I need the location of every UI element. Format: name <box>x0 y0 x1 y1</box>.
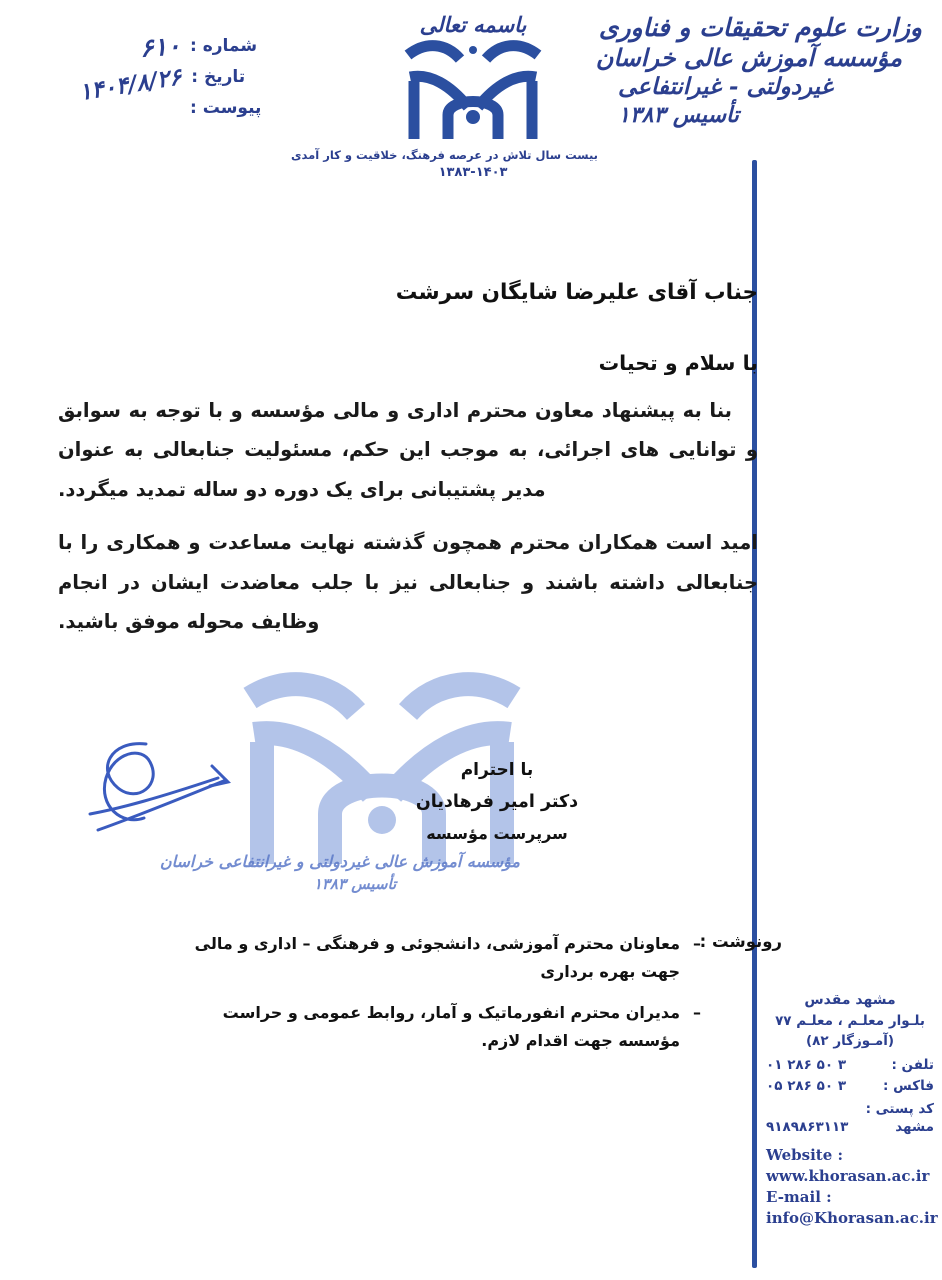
ministry-name: وزارت علوم تحقیقات و فناوری <box>598 13 922 42</box>
footer-fax-row <box>766 1078 934 1094</box>
cc-list <box>170 930 782 1054</box>
footer-contact-block <box>766 992 938 1229</box>
letter-meta-block <box>78 30 268 123</box>
footer-phone-value: ۳ ۵۰ ۲۸۶ ۰۱ <box>766 1056 847 1073</box>
slogan-text: بیست سال تلاش در عرصه فرهنگ، خلاقیت و کار آمدی <box>291 148 598 162</box>
footer-phone-row <box>766 1057 934 1073</box>
footer-address-line-2: (آمـوزگار ۸۲) <box>805 1033 895 1050</box>
letter-date-row <box>77 61 268 106</box>
footer-email-value[interactable]: info@Khorasan.ac.ir <box>766 1208 938 1227</box>
stamp-line-2: تأسیس ۱۳۸۳ <box>313 875 397 893</box>
letter-attachment-label: پیوست : <box>190 97 262 118</box>
cc-block <box>170 930 782 1068</box>
stamp-line-1: مؤسسه آموزش عالی غیردولتی و غیرانتفاعی خراسان <box>159 852 520 871</box>
footer-web-block <box>766 1145 938 1229</box>
footer-phone-label: تلفن : <box>891 1056 934 1073</box>
basmala-text: باسمه تعالی <box>419 12 527 37</box>
signer-name: دکتر امیر فرهادیان <box>415 792 579 812</box>
cc-item-text: معاونان محترم آموزشی، دانشجوئی و فرهنگی – اداری و مالی جهت بهره برداری <box>194 934 680 981</box>
signer-title: سرپرست مؤسسه <box>426 824 568 843</box>
body-paragraph-1: بنا به پیشنهاد معاون محترم اداری و مالی مؤسسه و با توجه به سوابق و توانایی های اجرائی، به موجب این حکم، مسئولیت جنابعالی به عنوان مدیر پشتیبانی برای یک دوره دو ساله تمدید میگردد. <box>58 399 758 501</box>
letter-date-value: ۱۴۰۴/۸/۲۶ <box>77 63 184 106</box>
body-paragraph-2: امید است همکاران محترم همچون گذشته نهایت مساعدت و همکاری را با جنابعالی داشته باشند و جنابعالی نیز با جلب معاضدت ایشان در انجام وظایف محوله موفق باشید. <box>58 531 758 633</box>
letter-number-row <box>78 30 268 61</box>
addressee-line: جناب آقای علیرضا شایگان سرشت <box>395 280 758 305</box>
footer-website-value[interactable]: www.khorasan.ac.ir <box>766 1166 930 1185</box>
institute-founded: تأسیس ۱۳۸۳ <box>618 101 739 128</box>
cc-heading: رونوشت : <box>699 932 782 951</box>
anniversary-slogan <box>291 147 598 183</box>
signature-closing: با احترام <box>460 760 534 780</box>
letter-date-label: تاریخ : <box>191 66 246 87</box>
signature-block <box>402 760 592 843</box>
letter-number-label: شماره : <box>190 35 258 56</box>
logo-dot-icon <box>466 110 480 124</box>
cc-list-item <box>170 930 782 985</box>
footer-postal-city: مشهد <box>895 1118 934 1135</box>
cc-dash-icon: – <box>693 1003 701 1023</box>
logo-block <box>291 12 598 183</box>
footer-postal-label: کد پستی : <box>865 1100 934 1117</box>
footer-address-line-1: بلـوار معلـم ، معلـم ۷۷ <box>775 1013 925 1029</box>
footer-postal-value: ۹۱۸۹۸۶۳۱۱۳ <box>766 1118 849 1135</box>
footer-website-label: Website : <box>766 1145 844 1164</box>
cc-list-item <box>170 999 782 1054</box>
footer-fax-value: ۳ ۵۰ ۲۸۶ ۰۵ <box>766 1077 847 1094</box>
institute-type: غیردولتی - غیرانتفاعی <box>618 72 833 100</box>
letter-number-value: ۶۱۰ <box>138 31 182 63</box>
slogan-years: ۱۳۸۳-۱۴۰۳ <box>438 164 508 180</box>
institute-logo-icon <box>400 33 546 145</box>
institute-name: مؤسسه آموزش عالی خراسان <box>595 43 902 72</box>
logo-top-dot-icon <box>469 46 477 54</box>
letter-body <box>58 280 758 647</box>
cc-dash-icon: – <box>693 934 701 953</box>
institution-letterhead <box>595 13 928 128</box>
footer-postal-row <box>766 1119 934 1135</box>
salutation-line: با سلام و تحیات <box>598 351 758 375</box>
cc-item-text: مدیران محترم انفورماتیک و آمار، روابط عمومی و حراست مؤسسه جهت اقدام لازم. <box>222 1003 680 1050</box>
footer-email-label: E-mail : <box>766 1187 832 1206</box>
footer-city: مشهد مقدس <box>804 992 896 1008</box>
handwritten-signature-icon <box>88 722 278 862</box>
footer-fax-label: فاکس : <box>883 1077 934 1094</box>
